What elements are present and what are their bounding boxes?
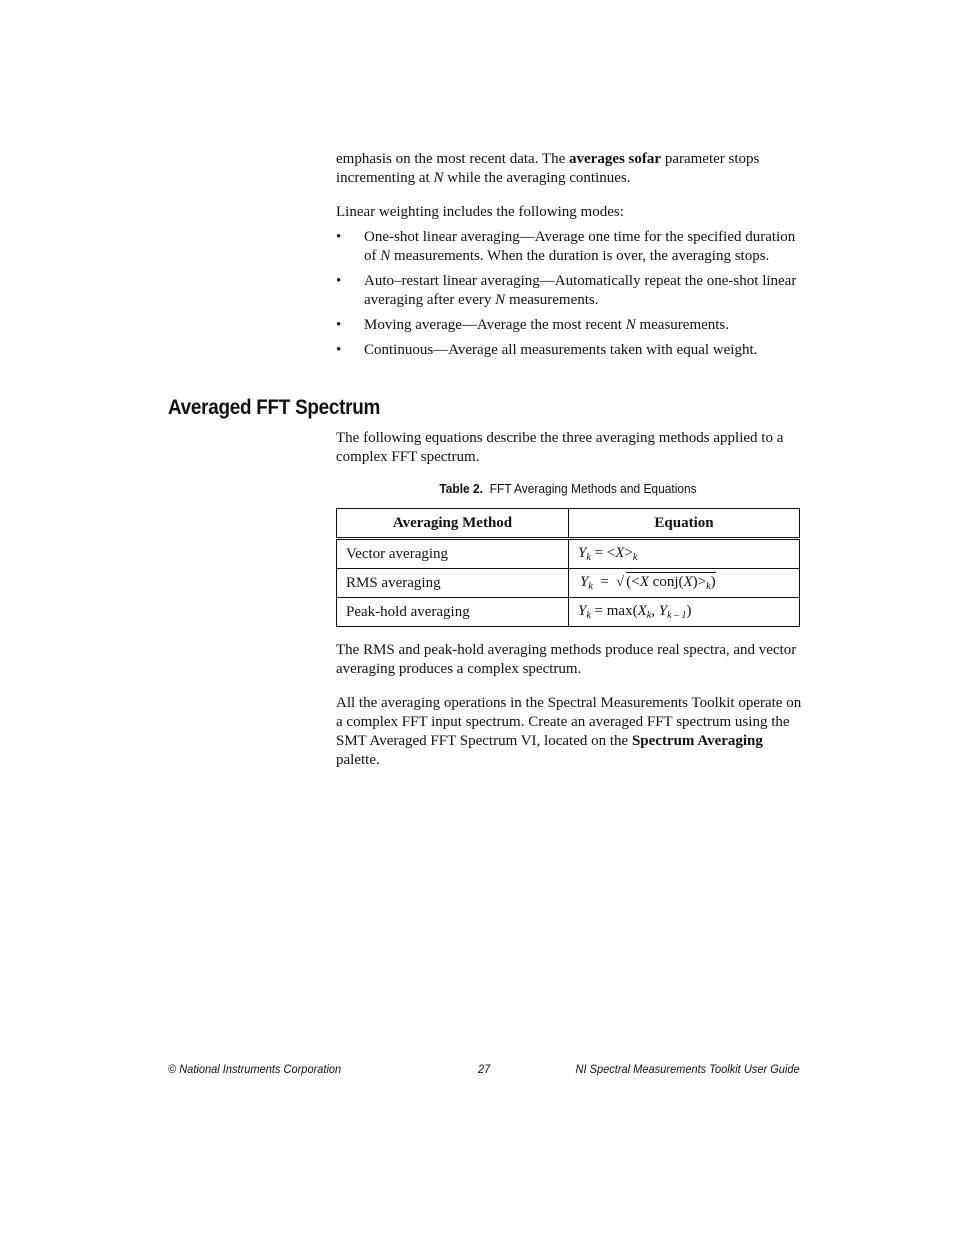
- method-cell: RMS averaging: [337, 569, 569, 598]
- footer-left: © National Instruments Corporation: [168, 1062, 342, 1076]
- intro-paragraph-1: [336, 150, 804, 188]
- subscript: k: [646, 610, 652, 621]
- symbol: ): [710, 574, 716, 590]
- symbol: ): [686, 603, 692, 619]
- list-item: [336, 272, 804, 310]
- symbol: =: [594, 603, 604, 619]
- symbol: max(: [606, 603, 638, 619]
- bullet-icon: •: [336, 273, 342, 289]
- symbol: Y: [578, 603, 587, 619]
- table-header-row: [337, 509, 800, 539]
- symbol: )>: [692, 574, 707, 590]
- closing-block: [336, 641, 804, 770]
- variable-n: N: [433, 170, 444, 186]
- palette-name: Spectrum Averaging: [631, 733, 763, 749]
- text-run: Continuous—Average all measurements taken with equal weight.: [364, 342, 758, 358]
- bullet-icon: •: [336, 229, 342, 245]
- table-row: [337, 539, 800, 569]
- subscript: k – 1: [667, 610, 687, 621]
- section-intro-paragraph: The following equations describe the three averaging methods applied to a complex FFT spectrum.: [336, 430, 784, 465]
- bullet-icon: •: [336, 342, 342, 358]
- parameter-name: averages sofar: [569, 151, 662, 167]
- fft-averaging-table: [336, 508, 800, 627]
- symbol: >: [624, 545, 633, 561]
- symbol: conj(: [648, 574, 684, 590]
- text-run: Auto–restart linear averaging—Automatically repeat the one-shot linear averaging after every: [364, 273, 797, 308]
- text-run: emphasis on the most recent data. The: [336, 151, 569, 167]
- subscript: k: [586, 552, 591, 563]
- symbol: <: [606, 545, 616, 561]
- symbol: X: [615, 545, 625, 561]
- radicand: [626, 572, 715, 590]
- caption-label: Table 2.: [439, 481, 484, 496]
- column-header-method: Averaging Method: [337, 509, 569, 539]
- equation-cell-rms: [569, 569, 800, 598]
- equation-cell-vector: [569, 539, 800, 569]
- radical-icon: √: [616, 575, 624, 590]
- subscript: k: [706, 581, 711, 592]
- symbol: X: [637, 603, 647, 619]
- modes-list: [336, 228, 804, 360]
- list-item: [336, 228, 804, 266]
- method-cell: Peak-hold averaging: [337, 598, 569, 627]
- caption-text: FFT Averaging Methods and Equations: [489, 481, 697, 496]
- symbol: Y: [580, 574, 589, 590]
- intro-block: [336, 150, 804, 366]
- closing-paragraph-1: The RMS and peak-hold averaging methods produce real spectra, and vector averaging produces a complex spectrum.: [336, 642, 797, 677]
- symbol: X: [683, 574, 693, 590]
- symbol: Y: [578, 545, 587, 561]
- list-item: [336, 341, 804, 360]
- table-caption: [355, 481, 782, 496]
- subscript: k: [632, 552, 638, 563]
- text-run: measurements.: [505, 292, 599, 308]
- variable-n: N: [380, 248, 391, 264]
- section-intro: [336, 429, 804, 467]
- symbol: Y: [658, 603, 668, 619]
- text-run: measurements.: [635, 317, 730, 333]
- footer-right: NI Spectral Measurements Toolkit User Guide: [575, 1062, 800, 1076]
- text-run: measurements. When the duration is over, the averaging stops.: [390, 248, 770, 264]
- subscript: k: [586, 610, 591, 621]
- closing-paragraph-2: [336, 694, 804, 770]
- symbol: X: [639, 574, 649, 590]
- symbol: =: [594, 545, 604, 561]
- symbol: (<: [626, 574, 640, 590]
- subscript: k: [588, 581, 593, 592]
- intro-paragraph-2: Linear weighting includes the following modes:: [336, 204, 624, 220]
- bullet-icon: •: [336, 317, 342, 333]
- table-row: [337, 598, 800, 627]
- method-cell: Vector averaging: [337, 539, 569, 569]
- table-row: [337, 569, 800, 598]
- page-number: 27: [478, 1062, 491, 1076]
- square-root: [616, 574, 715, 592]
- variable-n: N: [495, 292, 506, 308]
- text-run: All the averaging operations in the Spectral Measurements Toolkit operate on a complex FFT input spectrum. Create an averaged FFT spectrum using the SMT Averaged FFT Spectrum VI, located on the: [336, 695, 802, 749]
- variable-n: N: [625, 317, 636, 333]
- section-heading: Averaged FFT Spectrum: [168, 396, 381, 419]
- symbol: =: [600, 574, 609, 590]
- column-header-equation: Equation: [569, 509, 800, 539]
- symbol: ,: [651, 603, 659, 619]
- equation-cell-peak-hold: [569, 598, 800, 627]
- list-item: [336, 316, 804, 335]
- text-run: One-shot linear averaging—Average one time for the specified duration of: [364, 229, 796, 264]
- text-run: while the averaging continues.: [443, 170, 631, 186]
- text-run: parameter stops incrementing at: [336, 151, 760, 186]
- text-run: Moving average—Average the most recent: [364, 317, 626, 333]
- text-run: palette.: [336, 752, 380, 768]
